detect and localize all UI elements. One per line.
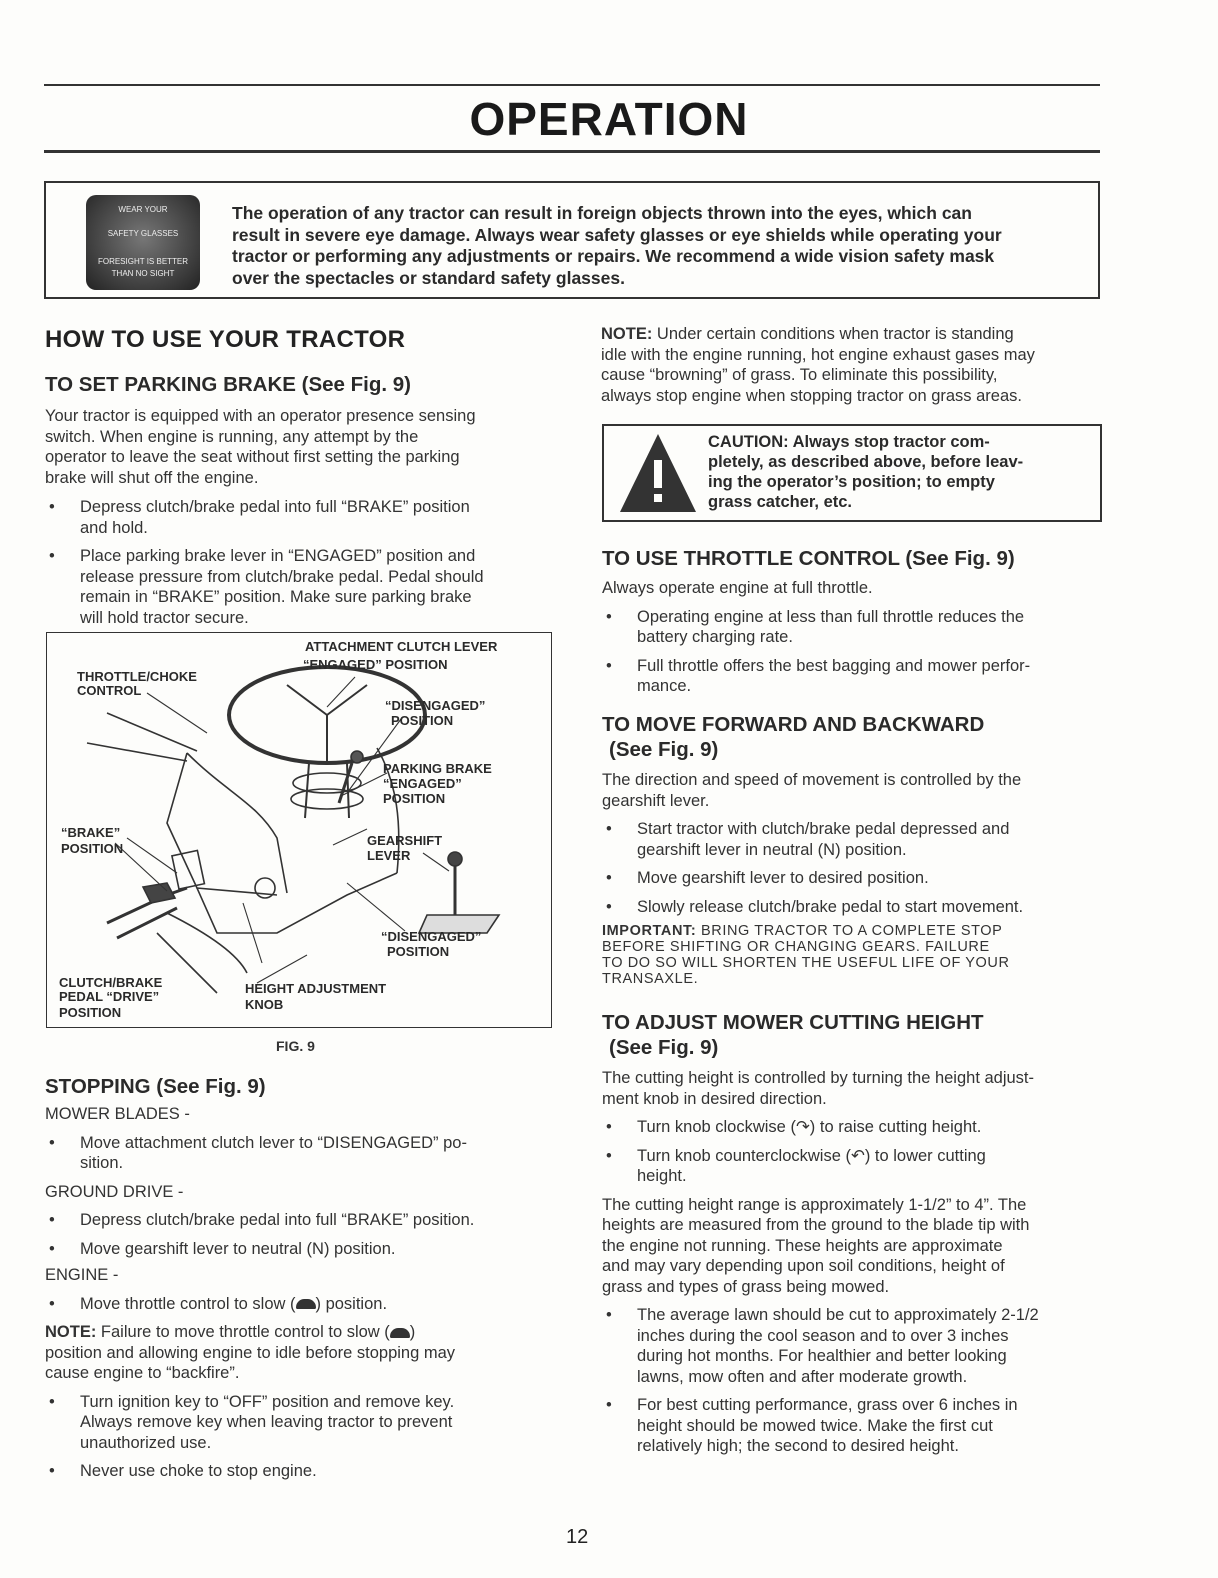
- figure-label: LEVER: [367, 848, 411, 863]
- list-item: • Move gearshift lever to neutral (N) position.: [49, 1239, 396, 1258]
- cutting-height-section: The cutting height is controlled by turning the height adjust- ment knob in desired direction. • Turn knob clockwise (↷) to raise cutting height. • Turn knob counterclockwise (↶) to lower cutting height. The cutting height range is approximately 1-1/2” to 4”. The heights are measured from the ground to the blade tip with the engine not running. These heights are approximate and may vary depending upon soil conditions, height of grass and types of grass being mowed. • The average lawn should be cut to approximately 2-1/2 inches during the cool season and to over 3 inches during hot months. For healthier and better looking lawns, mow often and after moderate growth. • For best cutting performance, grass over 6 inches in height should be mowed twice. Make the first cut relatively high; the second to desired height.: [602, 1068, 1108, 1457]
- list-item: • For best cutting performance, grass over 6 inches in height should be mowed twice. Make the first cut relatively high; the second to desired height.: [606, 1396, 1018, 1455]
- caution-box: [602, 424, 1102, 522]
- figure-label: THROTTLE/CHOKE: [77, 669, 197, 684]
- figure-caption: FIG. 9: [276, 1038, 315, 1054]
- section-heading: HOW TO USE YOUR TRACTOR: [45, 326, 406, 353]
- figure-label: HEIGHT ADJUSTMENT: [245, 981, 387, 996]
- figure-label: PARKING BRAKE: [383, 761, 492, 776]
- list-item: • Full throttle offers the best bagging and mower perfor- mance.: [606, 656, 1031, 695]
- figure-label: POSITION: [391, 713, 454, 728]
- turtle-slow-icon: [296, 1299, 316, 1309]
- warning-triangle-icon: [618, 430, 698, 518]
- turtle-slow-icon: [390, 1328, 410, 1338]
- figure-9: [46, 632, 552, 1028]
- figure-label: “ENGAGED” POSITION: [303, 657, 448, 672]
- list-item: • Move throttle control to slow ( ) position.: [49, 1294, 388, 1313]
- list-item: • Depress clutch/brake pedal into full “BRAKE” position.: [49, 1211, 475, 1229]
- top-rule: [44, 84, 1100, 86]
- list-item: • Never use choke to stop engine.: [49, 1462, 317, 1480]
- parking-brake-section: Your tractor is equipped with an operator presence sensing switch. When engine is running, any attempt by the operator to leave the seat without first setting the parking brake will shut off the engine. • Depress clutch/brake pedal into full “BRAKE” position and hold. • Place parking brake lever in “ENGAGED” position and release pressure from clutch/brake pedal. Pedal should remain in “BRAKE” position. Make sure parking brake will hold tractor secure.: [45, 406, 550, 628]
- figure-label: “BRAKE”: [61, 825, 121, 840]
- counterclockwise-arrow-icon: ↶: [850, 1146, 865, 1165]
- stopping-heading: STOPPING (See Fig. 9): [45, 1075, 266, 1098]
- throttle-heading: TO USE THROTTLE CONTROL (See Fig. 9): [602, 547, 1015, 570]
- figure-label: POSITION: [61, 841, 124, 856]
- forward-heading: TO MOVE FORWARD AND BACKWARD (See Fig. 9): [602, 713, 985, 761]
- list-item: • Place parking brake lever in “ENGAGED” position and release pressure from clutch/brake pedal. Pedal should remain in “BRAKE” position. Make sure parking brake will hold tractor secure.: [49, 547, 484, 627]
- list-item: • Move attachment clutch lever to “DISENGAGED” po- sition.: [49, 1133, 467, 1172]
- title-rule: [44, 150, 1100, 153]
- page-title: OPERATION: [469, 93, 749, 145]
- list-item: • The average lawn should be cut to approximately 2-1/2 inches during the cool season and to over 3 inches during hot months. For healthier and better looking lawns, mow often and after moderate growth.: [606, 1306, 1039, 1386]
- list-item: • Start tractor with clutch/brake pedal depressed and gearshift lever in neutral (N) position.: [606, 820, 1010, 859]
- caution-text: CAUTION: Always stop tractor com- pletely, as described above, before leav- ing the operator’s position; to empty grass catcher, etc.: [708, 433, 1024, 511]
- figure-label: POSITION: [387, 944, 450, 959]
- list-item: • Operating engine at less than full throttle reduces the battery charging rate.: [606, 607, 1025, 646]
- figure-label: ATTACHMENT CLUTCH LEVER: [305, 639, 498, 654]
- parking-brake-heading: TO SET PARKING BRAKE (See Fig. 9): [45, 373, 412, 396]
- safety-glasses-icon: WEAR YOUR SAFETY GLASSES FORESIGHT IS BETTER THAN NO SIGHT: [86, 195, 200, 290]
- figure-label: CONTROL: [77, 683, 142, 698]
- figure-label: POSITION: [383, 791, 446, 806]
- exhaust-note: NOTE: Under certain conditions when tractor is standing idle with the engine running, hot engine exhaust gases may cause “browning” of grass. To eliminate this possibility, always stop engine when stopping tractor on grass areas.: [601, 325, 1035, 405]
- figure-label: PEDAL “DRIVE”: [59, 989, 160, 1004]
- figure-label: POSITION: [59, 1005, 122, 1020]
- forward-section: The direction and speed of movement is controlled by the gearshift lever. • Start tractor with clutch/brake pedal depressed and gearshift lever in neutral (N) position. • Move gearshift lever to desired position. • Slowly release clutch/brake pedal to start movement. IMPORTANT: BRING TRACTOR TO A COMPLETE STOP BEFORE SHIFTING OR CHANGING GEARS. FAILURE TO DO SO WILL SHORTEN THE USEFUL LIFE OF YOUR TRANSAXLE.: [602, 770, 1108, 987]
- figure-label: KNOB: [245, 997, 284, 1012]
- list-item: • Turn knob counterclockwise (↶) to lower cutting height.: [606, 1146, 986, 1185]
- list-item: • Turn ignition key to “OFF” position and remove key. Always remove key when leaving tractor to prevent unauthorized use.: [49, 1392, 455, 1452]
- list-item: • Depress clutch/brake pedal into full “BRAKE” position and hold.: [49, 498, 470, 537]
- figure-label: CLUTCH/BRAKE: [59, 975, 163, 990]
- important-note: IMPORTANT: BRING TRACTOR TO A COMPLETE STOP BEFORE SHIFTING OR CHANGING GEARS. FAILURE TO DO SO WILL SHORTEN THE USEFUL LIFE OF YOUR TRANSAXLE.: [602, 923, 1010, 987]
- figure-label: “DISENGAGED”: [381, 929, 482, 944]
- figure-label: “ENGAGED”: [383, 776, 462, 791]
- list-item: • Turn knob clockwise (↷) to raise cutting height.: [606, 1118, 982, 1136]
- figure-label: GEARSHIFT: [367, 833, 443, 848]
- figure-label: “DISENGAGED”: [385, 698, 486, 713]
- list-item: • Slowly release clutch/brake pedal to start movement.: [606, 897, 1024, 916]
- stopping-section: MOWER BLADES - • Move attachment clutch lever to “DISENGAGED” po- sition. GROUND DRIVE - • Depress clutch/brake pedal into full “BRAKE” position. • Move gearshift lever to neutral (N) position. ENGINE - • Move throttle control to slow ( ) position. NOTE: Failure to move throttle control to slow ( ) position and allowing engine to idle before stopping may cause engine to “backfire”. • Turn ignition key to “OFF” position and remove key. Always remove key when leaving tractor to prevent unauthorized use. • Never use choke to stop engine.: [45, 1104, 555, 1482]
- warning-text: The operation of any tractor can result in foreign objects thrown into the eyes, which can result in severe eye damage. Always wear safety glasses or eye shields while operating your tractor or performing any adjustments or repairs. We recommend a wide vision safety mask over the spectacles or standard safety glasses.: [232, 203, 1002, 288]
- clockwise-arrow-icon: ↷: [795, 1118, 810, 1136]
- page-number: 12: [566, 1526, 589, 1548]
- cutting-height-heading: TO ADJUST MOWER CUTTING HEIGHT (See Fig. 9): [602, 1011, 984, 1059]
- eye-safety-warning: [44, 181, 1100, 299]
- list-item: • Move gearshift lever to desired position.: [606, 869, 929, 887]
- throttle-section: Always operate engine at full throttle. • Operating engine at less than full throttle reduces the battery charging rate. • Full throttle offers the best bagging and mower perfor- mance.: [602, 578, 1108, 697]
